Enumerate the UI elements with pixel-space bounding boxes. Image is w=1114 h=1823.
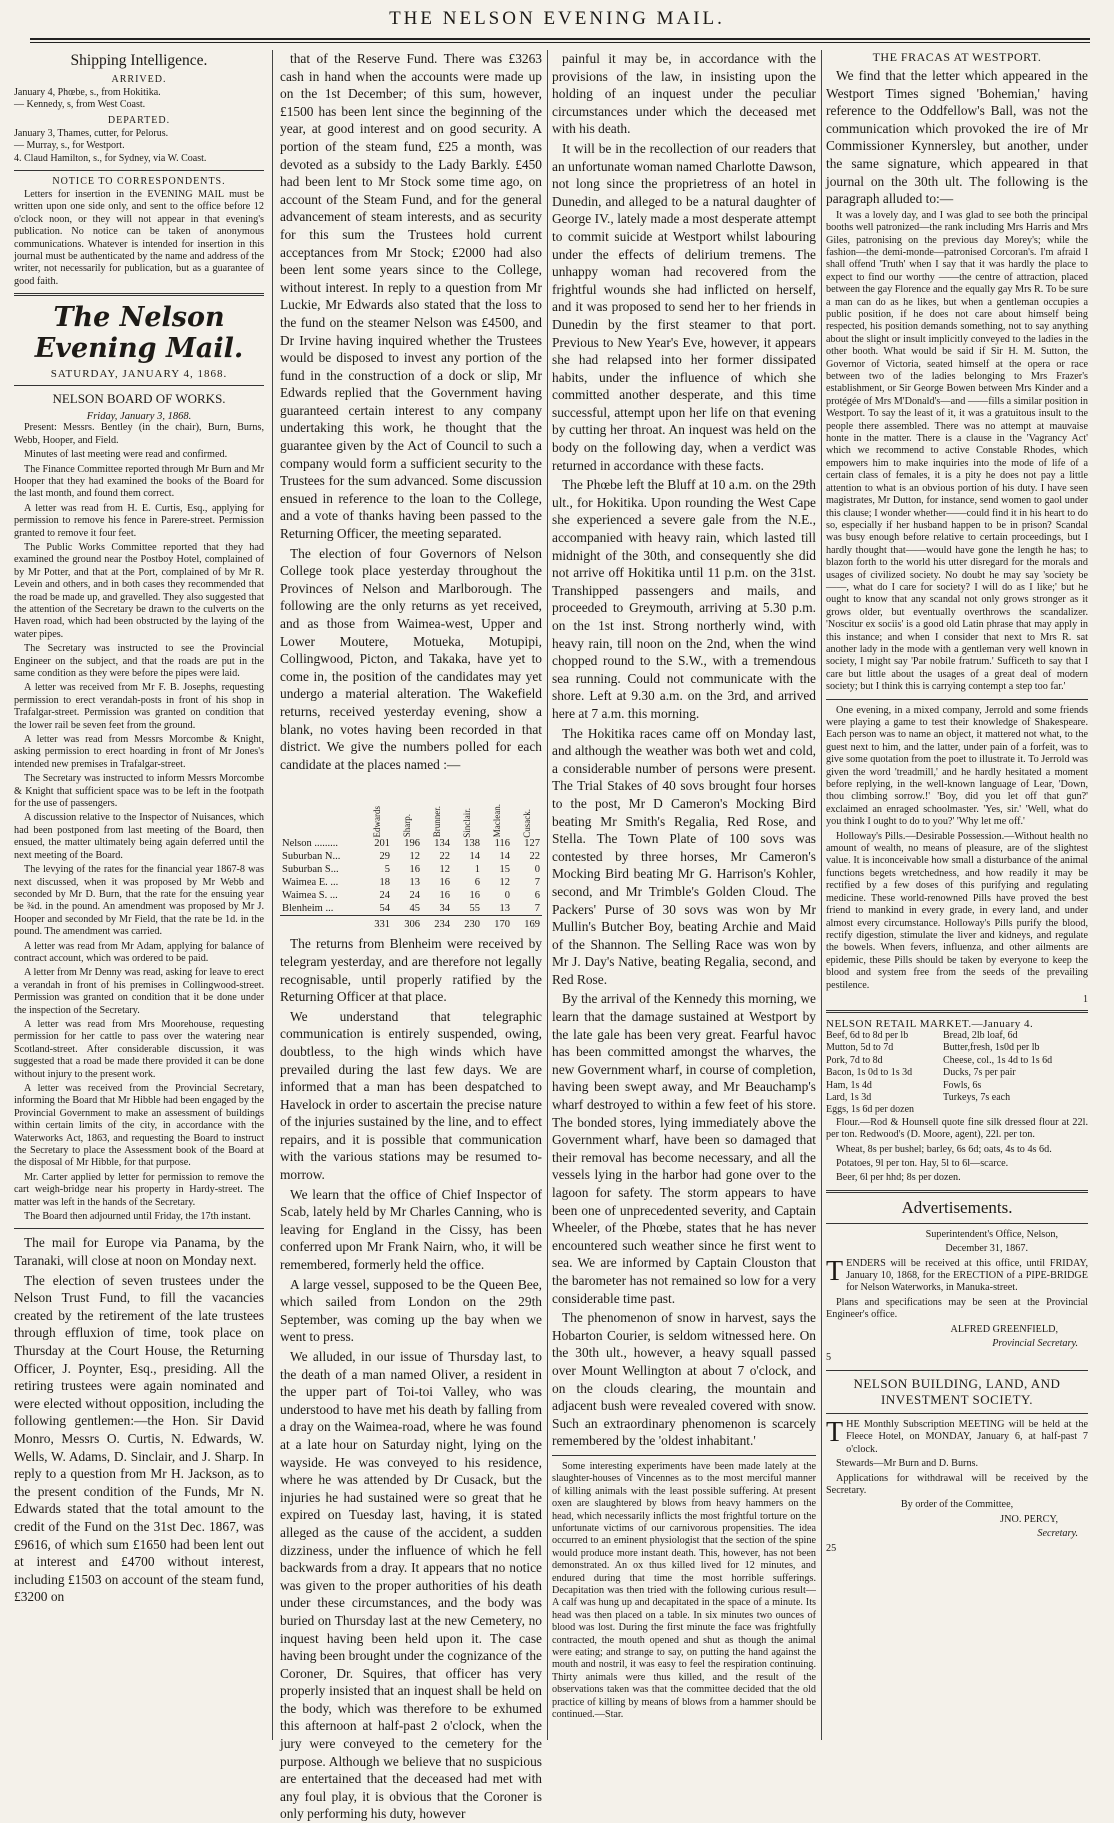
column-3 xyxy=(552,50,816,1740)
poll-value: 22 xyxy=(439,851,450,863)
poll-value: 34 xyxy=(439,903,450,915)
tender-title: Provincial Secretary. xyxy=(992,1338,1078,1350)
market-item: Cheese, col., 1s 4d to 1s 6d xyxy=(942,1054,1053,1066)
poll-header xyxy=(452,775,482,837)
poll-row xyxy=(280,863,542,876)
poll-header xyxy=(422,775,452,837)
holloway-number: 1 xyxy=(1083,993,1088,1005)
col2-articles xyxy=(280,50,542,773)
poll-total: 169 xyxy=(512,916,542,932)
poll-value: 16 xyxy=(409,864,420,876)
poll-value: 29 xyxy=(379,851,390,863)
board-paragraph: A letter was read from Mrs Moorehouse, requesting permission for her cattle to pass over the watering near Scotland-street. After considerable discussion, it was suggested that a road be made there provided it can be done without injury to the present work. xyxy=(14,1018,264,1080)
market-row xyxy=(826,1080,1088,1092)
tender-date: December 31, 1867. xyxy=(945,1243,1028,1255)
fracas-quote: It was a lovely day, and I was glad to see both the principal booths well patronized—the rank including Mrs Harris and Mrs Giles, patronising on the previous day Morey's; while the fashion—the demi-monde—patronised Corcoran's. I'm afraid I shall offend 'Truth' when I say that it was hardly the place to expect to find our worthy ——the centre of attraction, placed between the gay Florence and the equally gay Mrs R. To be sure a man can do as he likes, but when a gentleman occupies a public position, if he does not care about himself being respected, his position demands something, not to say anything about the slight or insult implicitly conveyed to the ladies in the other booth. What would be said if Sir H. M. Sutton, the Governor of Victoria, seated himself at the opera or race between two of the ladies belonging to Mrs Frazer's establishment, or Sir George Bowen between Mrs Kinder and a protégée of Mrs M'Donald's—and ——fills a similar position in Westport. To say the least of it, it was a gratuitous insult to the people there assembled. There was no attempt at mauvaise honte in the matter. There is a clause in the 'Vagrancy Act' which we recommend to active Constable Rhodes, which empowers him to make inquiries into the mode of life of a certain class of females, it is a pity he does not pay a little attention to what is an obvious portion of his duty. I have seen magistrates, Mr Dutton, for instance, send women to gaol under this clause; I wonder whether——could find it in his heart to do so, especially if her husband happen to be in prison? Scandal was busy enough before relative to certain proceedings, but I hardly thought that——would have gone the length he has; to blazon forth to the world his utter disregard for the morals and usages of civilized society. No doubt he may say 'society be ——, what do I care for society? I will do as I like;' but he ought to know that any scandal not only grows stronger as it grows older, but eventually overthrows the scandalizer. 'Noscitur ex sociis' is a good old Latin phrase that may apply in this instance; and when I consider that next to Mrs R. sat another lady in the mode with a gentleman very well known in society, I might say 'Par nobile fratrum.' Sufficeth to say that I care but little about the usages of a great deal of modern society; but I think this is carrying contempt a step too far.' xyxy=(826,209,1088,693)
market-item: Mutton, 5d to 7d xyxy=(826,1042,894,1054)
divider xyxy=(826,1413,1088,1414)
market-item: Beef, 6d to 8d per lb xyxy=(826,1029,909,1041)
masthead-rule xyxy=(30,38,1090,40)
market-item: Pork, 7d to 8d xyxy=(826,1054,883,1066)
masthead-rule-thin xyxy=(30,42,1090,43)
tender-office: Superintendent's Office, Nelson, xyxy=(925,1228,1058,1240)
poll-place: Nelson ......... xyxy=(282,838,338,850)
departed-item: January 3, Thames, cutter, for Pelorus. xyxy=(14,127,169,139)
paper-title: The Nelson Evening Mail. xyxy=(34,302,244,365)
divider xyxy=(552,1455,816,1456)
tender-body: ENDERS will be received at this office, until FRIDAY, January 10, 1868, for the ERECTION of a PIPE-BRIDGE for Nelson Waterworks, in Manuka-street. xyxy=(846,1257,1088,1294)
holloway-ad: Holloway's Pills.—Desirable Possession.—Without health no amount of wealth, no means of pleasure, are of the slightest value. It is inconceivable how small a disturbance of the animal functions begets wretchedness, and how readily it may be rectified by a few doses of this purifying and regulating medicine. These world-renowned Pills have proved the best friend to mankind in every grade, in every land, and under almost every circumstance. Holloway's Pills purify the blood, rectify digestion, stimulate the liver and kidneys, and regulate the bowels. When fevers, influenza, and other ailments are epidemic, these Pills should be taken by everyone to keep the blood and system free from the seeds of the prevailing pestilence. xyxy=(826,830,1088,991)
poll-value: 7 xyxy=(534,903,540,915)
society-stewards: Stewards—Mr Burn and D. Burns. xyxy=(836,1458,979,1470)
column-2 xyxy=(280,50,542,1822)
market-row xyxy=(826,1055,1088,1067)
board-paragraph: A discussion relative to the Inspector of Nuisances, which had been postponed from last meeting of the Board, then ensued, the matter ultimately being again deferred until the next meeting of the Board. xyxy=(14,812,264,861)
board-paragraph: A letter was received from the Provincial Secretary, informing the Board that Mr Hibble had been engaged by the Provincial Government to make an assessment of buildings within certain limits of the city, in accordance with the Waterworks Act, 1863, and requesting the Board to instruct the Secretary to place the Assessment book of the Board at the disposal of Mr Hibble, for that purpose. xyxy=(14,1083,264,1169)
board-paragraph: The levying of the rates for the financial year 1867-8 was next discussed, when it was proposed by Mr Webb and seconded by Mr D. Burn, that the rate for the ensuing year be ¾d. in the pound. An amendment was proposed by Mr J. Hooper and seconded by Mr Field, that the rate be 1d. in the pound. The amendment was carried. xyxy=(14,864,264,938)
column-rule xyxy=(547,50,548,1740)
notice-heading: NOTICE TO CORRESPONDENTS. xyxy=(52,176,226,188)
poll-total: 170 xyxy=(482,916,512,932)
col2-articles-more xyxy=(280,935,542,1823)
departed-label: DEPARTED. xyxy=(107,114,171,126)
poll-value: 201 xyxy=(374,838,390,850)
tender-plans: Plans and specifications may be seen at the Provincial Engineer's office. xyxy=(826,1296,1088,1321)
departed-item: — Murray, s., for Westport. xyxy=(14,140,125,152)
market-item: Turkeys, 7s each xyxy=(942,1091,1011,1103)
divider xyxy=(14,170,264,171)
fracas-heading: THE FRACAS AT WESTPORT. xyxy=(872,50,1042,64)
market-item: Ducks, 7s per pair xyxy=(942,1067,1016,1079)
divider xyxy=(826,699,1088,700)
article-paragraph: The Hokitika races came off on Monday last, and although the weather was both wet and cold, a considerable number of persons were present. The Trial Stakes of 40 sovs brought four horses to the post, Mr D Cameron's Mocking Bird beating Mr Smith's Regalia, Red Rose, and Stella. The Town Plate of 100 sovs was contested by three horses, Mr Cameron's Mocking Bird beating Mr G. Harrison's Kohler, second, and Mr Trimble's Golden Cloud. The Packers' Purse of 30 sovs was won by Mr Mullin's Butcher Boy, beating Archie and Maid of the Shannon. The Selling Race was won by Mr J. Day's Native, beating Regalia, second, and Red Rose. xyxy=(552,725,816,987)
market-heading: NELSON RETAIL MARKET.—January 4. xyxy=(826,1017,1034,1030)
poll-place: Suburban N... xyxy=(282,851,341,863)
board-paragraph: A letter was received from Mr F. B. Josephs, requesting permission to erect verandah-posts in front of his shop in Trafalgar-street. Permission was granted on condition that the lower rail be seven feet from the ground. xyxy=(14,682,264,731)
market-notes xyxy=(826,1117,1088,1185)
market-note: Potatoes, 9l per ton. Hay, 5l to 6l—scarce. xyxy=(836,1158,1009,1169)
board-paragraph: Minutes of last meeting were read and confirmed. xyxy=(24,449,228,461)
shipping-heading: Shipping Intelligence. xyxy=(70,52,208,69)
board-paragraph: A letter from Mr Denny was read, asking for leave to erect a verandah in front of his premises in Collingwood-street. Permission was granted on condition that it be done under the inspection of the Secretary. xyxy=(14,967,264,1016)
tender-number: 5 xyxy=(826,1352,832,1364)
article-paragraph: The election of four Governors of Nelson College took place yesterday throughout the Provinces of Nelson and Marlborough. The following are the only returns as yet received, and as those from Waimea-west, Upper and Lower Moutere, Motueka, Motupipi, Collingwood, Picton, and Takaka, have yet to come in, the position of the candidates may yet undergo a material alteration. The Wakefield returns, received yesterday evening, show a blank, no votes having been recorded in that district. We give the numbers polled for each candidate at the places named :— xyxy=(280,545,542,772)
poll-value: 6 xyxy=(534,890,540,902)
poll-value: 138 xyxy=(464,838,480,850)
poll-header-label: Edwards xyxy=(372,805,382,838)
poll-total: 230 xyxy=(452,916,482,932)
board-paragraph: The Board then adjourned until Friday, the 17th instant. xyxy=(24,1211,251,1223)
market-row xyxy=(826,1067,1088,1079)
market-item: Ham, 1s 4d xyxy=(826,1079,872,1091)
market-table xyxy=(826,1030,1088,1117)
board-heading: NELSON BOARD OF WORKS. xyxy=(52,391,226,407)
poll-value: 1 xyxy=(474,864,480,876)
article-paragraph: The Phœbe left the Bluff at 10 a.m. on the 29th ult., for Hokitika. Upon rounding the West Cape she experienced a severe gale from the N.E., accompanied with heavy rain, which lasted till midnight of the 30th, and consequently she did not arrive off Hokitika until 11 p.m. on the 31st. Transhipped passengers and mails, and proceeded to Greymouth, arriving at 5.30 p.m. on the 1st inst. Strong northerly wind, with heavy rain, till noon on the 2nd, when the wind chopped round to the S.W., with a tremendous sea running. Could not communicate with the shore. Left at 9.30 a.m. on the 3rd, and arrived here at 7 a.m. this morning. xyxy=(552,477,816,721)
poll-table xyxy=(280,775,542,931)
advertisements-heading: Advertisements. xyxy=(901,1197,1013,1217)
divider xyxy=(826,1010,1088,1013)
market-row xyxy=(826,1104,1088,1116)
fracas-intro: We find that the letter which appeared in the Westport Times signed 'Bohemian,' having reference to the Oddfellow's Ball, was not the communication which provoked the ire of Mr Commissioner Kynnersley, but another, under the same signature, which appeared in that journal on the 30th ult. The following is the paragraph alluded to:— xyxy=(826,68,1088,207)
poll-value: 54 xyxy=(379,903,390,915)
article-paragraph: It will be in the recollection of our readers that an unfortunate woman named Charlotte Dawson, not long since the proprietress of an hotel in Dunedin, and alleged to be a natural daughter of George IV., lately made a most desperate attempt to commit suicide at Westport whilst labouring under the effects of delirium tremens. The unhappy woman had recovered from the frightful wounds she had inflicted on herself, and it was proposed to send her to her friends in Dunedin by the first steamer to that port. Previous to New Year's Eve, however, it appears she had relapsed into her former dissipated habits, under the influence of which she committed another desperate, and this time successful, attempt upon her life on that evening by cutting her throat. An inquest was held on the body on the following day, when a verdict was returned in accordance with these facts. xyxy=(552,140,816,473)
poll-value: 24 xyxy=(379,890,390,902)
poll-value: 5 xyxy=(384,864,390,876)
market-row xyxy=(826,1042,1088,1054)
poll-value: 14 xyxy=(499,851,510,863)
dateline: SATURDAY, JANUARY 4, 1868. xyxy=(50,368,228,381)
poll-value: 55 xyxy=(469,903,480,915)
poll-value: 16 xyxy=(439,877,450,889)
market-item: Bacon, 1s 0d to 1s 3d xyxy=(826,1067,913,1079)
arrived-item: — Kennedy, s, from West Coast. xyxy=(14,99,146,111)
column-rule xyxy=(821,50,822,1740)
poll-value: 14 xyxy=(469,851,480,863)
poll-total: 306 xyxy=(392,916,422,932)
society-ad xyxy=(826,1416,1088,1555)
poll-value: 12 xyxy=(439,864,450,876)
divider xyxy=(14,293,264,296)
board-paragraph: The Secretary was instructed to inform Messrs Morcombe & Knight that sufficient space was to be left in the footpath for the use of passengers. xyxy=(14,773,264,810)
poll-row xyxy=(280,850,542,863)
article-paragraph: The returns from Blenheim were received by telegram yesterday, and are therefore not legally recognisable, until properly ratified by the Returning Officer at that place. xyxy=(280,936,542,1005)
society-heading: NELSON BUILDING, LAND, AND INVESTMENT SOCIETY. xyxy=(853,1375,1061,1407)
article-paragraph: that of the Reserve Fund. There was £3263 cash in hand when the accounts were made up on the 1st December; of this sum, however, £1500 has been lent since the beginning of the year, at good interest and on good security. A portion of the steam fund, £25 a month, was devoted as a subsidy to the Lady Barkly. £450 had been lent to Mr Stock some time ago, on account of the Steam Fund, and for the general advancement of steam interests, and as security for this sum the Trustees hold current acceptances from Mr Stock; £2000 had also been lent some years since to the College, without interest. In reply to a question from Mr Luckie, Mr Edwards also stated that the loss to the fund on the steamer Nelson was £4500, and Dr Irvine having inquired whether the Trustees would be disposed to invest any portion of the fund in the construction of a dock or slip, Mr Edwards replied that the Government having guaranteed certain interest to any company undertaking this work, he thought that the guarantee given by the Act of Council to such a company would form a sufficient security to the Trustees for the sum advanced. Some discussion ensued in reference to the loan to the College, and a vote of thanks having been passed to the Returning Officer, the meeting separated. xyxy=(280,51,542,542)
article-paragraph: By the arrival of the Kennedy this morning, we learn that the damage sustained at Westport by the late gale has been very great. Fearful havoc has been committed amongst the wharves, the new Government wharf, in course of completion, having been swept away, and Mr Beauchamp's wharf destroyed to within a few feet of his store. The bonded stores, lying immediately above the Government wharf, have been so damaged that their removal has become necessary, and all the vessels lying in the harbor had gone over to the lagoon for safety. The storm appears to have been one of unprecedented severity, and Captain Wheeler, of the Phœbe, states that he has never encountered such weather since he first went to sea. We are informed by Captain Clouston that the barometer has not remained so low for a very considerable time past. xyxy=(552,991,817,1306)
poll-value: 24 xyxy=(409,890,420,902)
col3-articles xyxy=(552,50,816,1450)
society-signer: JNO. PERCY, xyxy=(1000,1513,1058,1525)
poll-totals-row xyxy=(280,916,542,932)
society-body: HE Monthly Subscription MEETING will be held at the Fleece Hotel, on MONDAY, January 6, at half-past 7 o'clock. xyxy=(846,1418,1088,1455)
masthead: THE NELSON EVENING MAIL. xyxy=(389,8,725,29)
election-paragraph: The election of seven trustees under the Nelson Trust Fund, to fill the vacancies created by the retirement of the late trustees through effluxion of time, took place on Thursday at the Court House, the Returning Officer, J. Poynter, Esq., presiding. All the retiring trustees were again nominated and were elected without opposition, including the following gentlemen:—the Hon. Sir David Monro, Messrs O. Curtis, N. Edwards, W. Wells, W. Adams, D. Sinclair, and J. Sharp. In reply to a question from Mr H. Jackson, as to the present condition of the Funds, Mr N. Edwards stated that the total amount to the credit of the Fund on the 31st Dec. 1867, was £9616, of which sum £1650 had been lent out at interest and £4700 without interest, including £1503 on account of the steam fund, £3200 on xyxy=(14,1272,264,1605)
departed-list xyxy=(14,128,264,165)
article-paragraph: The phenomenon of snow in harvest, says the Hobarton Courier, is seldom witnessed here. On the 30th ult., however, a heavy squall passed over Mount Wellington at about 7 o'clock, and on the clouds clearing, the mountain and adjacent bush were revealed covered with snow. Such an extraordinary phenomenon is scarcely remembered by the 'oldest inhabitant.' xyxy=(552,1310,816,1449)
article-paragraph: We alluded, in our issue of Thursday last, to the death of a man named Oliver, a resident in the upper part of Toi-toi Valley, who was understood to have met his death by falling from a dray on the Waimea-road, where he was found at a late hour on Saturday night, lying on the wayside. He was conveyed to his residence, where he was attended by Dr Cusack, but the injuries he had sustained were so great that he expired on Tuesday last, having, it is stated alleged as the cause of the accident, a sudden dizziness, under the influence of which he fell backwards from a dray. It appears that no notice was given to the proper authorities of his death under these circumstances, and the body was buried on Thursday last at the new Cemetery, no inquest having been held upon it. The case having been brought under the cognizance of the Coroner, Dr. Squires, that officer has very properly insisted that an inquest shall be held on the body, which was therefore to be exhumed this afternoon at half-past 2 o'clock, when the jury were conveyed to the cemetery for the purpose. Although we believe that no suspicious are entertained that the deceased had met with any foul play, it is obvious that the Coroner is only performing his duty, however xyxy=(280,1349,542,1822)
poll-place: Waimea S. ... xyxy=(282,890,338,902)
column-4 xyxy=(826,50,1088,1740)
board-paragraph: A letter was read from Messrs Morcombe & Knight, asking permission to erect hoarding in front of Mr Jones's intended new premises in Trafalgar-street. xyxy=(14,734,264,770)
poll-value: 116 xyxy=(494,838,510,850)
board-paragraph: The Secretary was instructed to see the Provincial Engineer on the subject, and that the roads are put in the same condition as they were before the pipes were laid. xyxy=(14,643,264,679)
poll-value: 22 xyxy=(529,851,540,863)
poll-value: 45 xyxy=(409,903,420,915)
poll-value: 15 xyxy=(499,864,510,876)
divider xyxy=(14,385,264,386)
poll-value: 0 xyxy=(534,864,540,876)
poll-value: 12 xyxy=(499,877,510,889)
tender-signer: ALFRED GREENFIELD, xyxy=(950,1323,1058,1335)
society-title: Secretary. xyxy=(1037,1528,1078,1540)
tender-dropcap: T xyxy=(826,1255,844,1287)
poll-header-label: Cusack. xyxy=(522,808,532,838)
board-paragraph: Mr. Carter applied by letter for permission to remove the cart weigh-bridge near his property in Hardy-street. The matter was left in the hands of the Secretary. xyxy=(14,1171,264,1208)
poll-value: 7 xyxy=(534,877,540,889)
tender-ad xyxy=(826,1229,1088,1365)
market-item: Eggs, 1s 6d per dozen xyxy=(826,1104,915,1116)
market-row xyxy=(826,1092,1088,1104)
board-paragraph: A letter was read from Mr Adam, applying for balance of contract account, which was ordered to be paid. xyxy=(14,940,264,964)
poll-total: 234 xyxy=(422,916,452,932)
poll-place: Blenheim ... xyxy=(282,903,334,915)
poll-value: 12 xyxy=(409,851,420,863)
jerrold-anecdote: One evening, in a mixed company, Jerrold and some friends were playing a game to test their knowledge of Shakespeare. Each person was to name an object, it mattered not what, to the guest next to him, and the latter, under pain of a forfeit, was to give some quotation from the poet to illustrate it. To Jerrold was given the word 'treadmill,' and he hardly hesitated a moment before replying, in the well-known language of Lear, 'Down, thou climbing sorrow.!' 'Boy, did you let off that gun?' exclaimed an enraged schoolmaster. 'Yes, sir.' 'Well, what do you think I ought to do to you?' 'Why let me off.' xyxy=(826,704,1088,828)
poll-row xyxy=(280,902,542,916)
poll-value: 13 xyxy=(499,903,510,915)
arrived-item: January 4, Phœbe, s., from Hokitika. xyxy=(14,87,161,98)
article-paragraph: We learn that the office of Chief Inspector of Scab, lately held by Mr Charles Canning, who is leaving for England in the Cissy, has been conferred upon Mr Frank Nairn, who, it will be remembered, formerly held the office. xyxy=(280,1186,542,1273)
poll-header-label: Brunner. xyxy=(432,806,442,838)
society-dropcap: T xyxy=(826,1416,844,1448)
poll-value: 16 xyxy=(469,890,480,902)
poll-value: 16 xyxy=(439,890,450,902)
poll-value: 127 xyxy=(524,838,540,850)
poll-header xyxy=(512,775,542,837)
divider xyxy=(826,1223,1088,1224)
market-row xyxy=(826,1030,1088,1042)
board-report xyxy=(14,422,264,1223)
society-applications: Applications for withdrawal will be received by the Secretary. xyxy=(826,1472,1088,1496)
society-order: By order of the Committee, xyxy=(900,1499,1014,1511)
article-paragraph: We understand that telegraphic communication is entirely suspended, owing, doubtless, to the high winds which have prevailed during the last few days. We are informed that a man has been despatched to Havelock in order to ascertain the precise nature of the injuries sustained by the line, and to effect repairs, and it is possible that communication with the various stations may be resumed to-morrow. xyxy=(280,1008,542,1183)
society-number: 25 xyxy=(826,1542,837,1554)
departed-item: 4. Claud Hamilton, s., for Sydney, via W. Coast. xyxy=(14,152,207,164)
board-date: Friday, January 3, 1868. xyxy=(86,411,192,423)
market-item: Lard, 1s 3d xyxy=(826,1091,872,1103)
poll-header xyxy=(482,775,512,837)
poll-value: 134 xyxy=(434,838,450,850)
board-paragraph: The Finance Committee reported through Mr Burn and Mr Hooper that they had examined the books of the Board for the last month, and found them correct. xyxy=(14,463,264,500)
market-note: Beer, 6l per hhd; 8s per dozen. xyxy=(836,1172,961,1184)
market-item: Fowls, 6s xyxy=(942,1079,982,1091)
arrived-label: ARRIVED. xyxy=(111,74,167,85)
poll-row xyxy=(280,889,542,902)
poll-row xyxy=(280,837,542,850)
board-paragraph: The Public Works Committee reported that they had examined the ground near the Postboy Hotel, complained of by Mr Potter, and that at the Port, complained of by Mr R. Levein and others, and in both cases they recommended that the road be made up, and gravelled. They also suggested that the attention of the Secretary be drawn to the culverts on the Haven road, which had been obstructed by the laying of the water pipes. xyxy=(14,541,264,640)
market-item: Butter,fresh, 1s0d per lb xyxy=(942,1042,1040,1054)
column-rule xyxy=(272,50,273,1740)
board-paragraph: A letter was read from H. E. Curtis, Esq., applying for permission to remove his fence in Parere-street. Permission granted to remove it four feet. xyxy=(14,502,264,539)
notice-text: Letters for insertion in the EVENING MAIL must be written upon one side only, and sent to the office before 12 o'clock noon, or they will not appear in that evening's publication. No notice can be taken of anonymous communications. Whatever is intended for insertion in this journal must be authenticated by the name and address of the writer, not necessarily for publication, but as a guarantee of good faith. xyxy=(14,189,264,287)
column-1 xyxy=(14,50,264,1740)
poll-place: Suburban S... xyxy=(282,864,339,876)
divider xyxy=(14,1228,264,1229)
article-paragraph: painful it may be, in accordance with the provisions of the law, in insisting upon the holding of an inquest under the peculiar circumstances under which the deceased met with his death. xyxy=(552,51,816,137)
arrived-list xyxy=(14,87,264,112)
poll-value: 13 xyxy=(409,877,420,889)
poll-place: Waimea E. ... xyxy=(282,877,339,889)
vincennes-paragraph: Some interesting experiments have been made lately at the slaughter-houses of Vincennes as to the most merciful manner of killing animals with the least possible suffering. At present oxen are slaughtered by blows from heavy hammers on the head, which necessarily inflicts the most frightful torture on the unfortunate victims of our carnivorous propensities. The idea occurred to an eminent physiologist that the section of the spine would produce more instant death. This, however, has not been demonstrated. An ox thus killed lived for 12 minutes, and endured during that time the most horrible sufferings. Decapitation was then tried with the following curious result—A calf was hung up and decapitated in the space of a minute. Its head was then placed on a table. In six minutes two ounces of blood was lost. During the first minute the face was frightfully contracted, the mouth opened and shut as though the animal were eating; and strange to say, on putting the hand against the mouth and nostril, it was easy to feel the respiration continuing. Thirty animals were thus killed, and the result of the observations taken was that the committee decided that the old practice of killing by means of blows from a hammer should be continued.—Star. xyxy=(552,1460,816,1721)
poll-header xyxy=(362,775,392,837)
poll-value: 6 xyxy=(474,877,480,889)
divider xyxy=(826,1370,1088,1371)
poll-header-label: Maclean. xyxy=(492,804,502,838)
market-note: Flour.—Rod & Hounsell quote fine silk dressed flour at 22l. per ton. Redwood's (D. Moore, agent), 22l. per ton. xyxy=(826,1116,1088,1141)
market-item xyxy=(943,1104,1088,1116)
poll-value: 0 xyxy=(504,890,510,902)
poll-value: 18 xyxy=(379,877,390,889)
poll-totals-label xyxy=(280,916,362,932)
market-item: Bread, 2lb loaf, 6d xyxy=(942,1029,1018,1041)
poll-header-label: Sinclair. xyxy=(462,807,472,838)
article-paragraph: A large vessel, supposed to be the Queen Bee, which sailed from London on the 29th September, was coming up the bay when we went to press. xyxy=(280,1276,542,1345)
poll-header xyxy=(392,775,422,837)
poll-row xyxy=(280,876,542,889)
market-note: Wheat, 8s per bushel; barley, 6s 6d; oats, 4s to 4s 6d. xyxy=(836,1143,1052,1155)
mail-paragraph: The mail for Europe via Panama, by the Taranaki, will close at noon on Monday next. xyxy=(14,1235,264,1269)
poll-value: 196 xyxy=(404,838,420,850)
poll-header-label: Sharp. xyxy=(402,814,412,838)
poll-total: 331 xyxy=(362,916,392,932)
board-paragraph: Present: Messrs. Bentley (in the chair), Burn, Burns, Webb, Hooper, and Field. xyxy=(14,422,264,446)
divider xyxy=(826,1190,1088,1193)
